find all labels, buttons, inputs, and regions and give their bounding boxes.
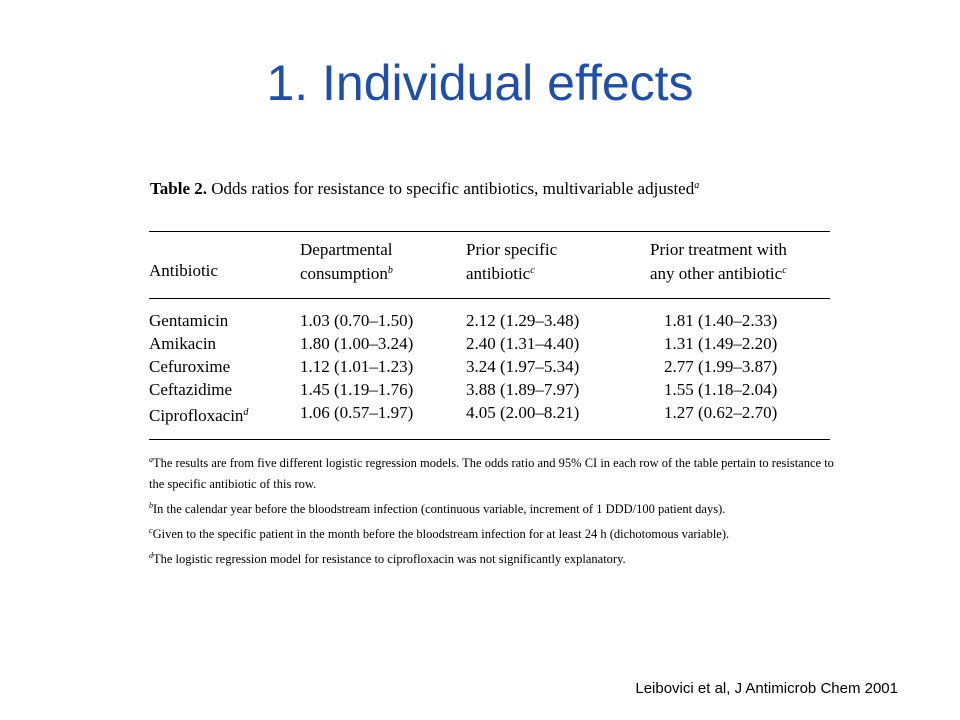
table-cell-prior-other: 2.77 (1.99–3.87) xyxy=(664,357,778,376)
table-cell-dept: 1.06 (0.57–1.97) xyxy=(300,403,414,422)
table-cell-prior-specific: 2.12 (1.29–3.48) xyxy=(466,311,580,330)
citation: Leibovici et al, J Antimicrob Chem 2001 xyxy=(635,680,898,697)
table-cell-dept: 1.03 (0.70–1.50) xyxy=(300,311,414,330)
column-header-mark: b xyxy=(387,265,393,276)
table-cell-prior-specific: 3.24 (1.97–5.34) xyxy=(466,357,580,376)
caption-footnote-mark: a xyxy=(694,180,700,191)
table-cell-prior-specific: 3.88 (1.89–7.97) xyxy=(466,380,580,399)
table-caption-text: Odds ratios for resistance to specific antibiotics, multivariable adjusted xyxy=(211,179,695,198)
footnote-mark: d xyxy=(149,551,153,560)
table-cell-prior-other: 1.31 (1.49–2.20) xyxy=(664,334,778,353)
table-cell-dept: 1.45 (1.19–1.76) xyxy=(300,380,414,399)
column-header-line: consumption xyxy=(300,264,388,283)
table-cell-prior-other: 1.81 (1.40–2.33) xyxy=(664,311,778,330)
column-header-line: antibiotic xyxy=(466,264,531,283)
footnote xyxy=(149,495,839,520)
column-header-line: Antibiotic xyxy=(149,261,218,280)
column-header-departmental xyxy=(300,239,393,284)
column-header-line: Departmental xyxy=(300,240,393,259)
table-cell-prior-other: 1.27 (0.62–2.70) xyxy=(664,403,778,422)
table-label: Table 2. xyxy=(150,179,208,198)
antibiotic-name: Ciprofloxacin xyxy=(149,406,244,425)
footnote xyxy=(149,520,839,545)
table-footnotes xyxy=(149,449,839,570)
footnote-mark: c xyxy=(149,526,153,535)
table-figure xyxy=(140,168,840,596)
table-cell-prior-specific: 2.40 (1.31–4.40) xyxy=(466,334,580,353)
table-top-rule xyxy=(149,231,830,232)
table-cell-dept: 1.12 (1.01–1.23) xyxy=(300,357,414,376)
footnote xyxy=(149,545,839,570)
table-cell-antibiotic: Cefuroxime xyxy=(149,357,231,376)
slide-title: 1. Individual effects xyxy=(266,55,694,111)
column-header-mark: c xyxy=(782,265,787,276)
column-header-line: Prior specific xyxy=(466,240,558,259)
footnote-text: Given to the specific patient in the month before the bloodstream infection for at least 24 h (dichotomous variable). xyxy=(152,527,730,541)
table-cell-antibiotic xyxy=(149,401,248,427)
column-header-mark: c xyxy=(530,265,535,276)
footnote-text: In the calendar year before the bloodstream infection (continuous variable, increment of 1 DDD/100 patient days). xyxy=(153,502,726,516)
column-header-prior-other xyxy=(650,239,787,284)
table-cell-prior-other: 1.55 (1.18–2.04) xyxy=(664,380,778,399)
table-bottom-rule xyxy=(149,439,830,440)
footnote-mark: a xyxy=(149,455,153,464)
footnote-text: The results are from five different logistic regression models. The odds ratio and 95% CI in each row of the table pertain to resistance to the specific antibiotic of this row. xyxy=(149,456,834,491)
column-header-antibiotic xyxy=(149,260,218,281)
column-header-line: any other antibiotic xyxy=(650,264,783,283)
footnote xyxy=(149,449,839,495)
table-cell-antibiotic: Gentamicin xyxy=(149,311,229,330)
table-cell-antibiotic: Ceftazidime xyxy=(149,380,233,399)
column-header-line: Prior treatment with xyxy=(650,240,787,259)
table-cell-dept: 1.80 (1.00–3.24) xyxy=(300,334,414,353)
table-caption xyxy=(150,179,699,199)
table-cell-prior-specific: 4.05 (2.00–8.21) xyxy=(466,403,580,422)
footnote-mark: b xyxy=(149,501,153,510)
column-header-prior-specific xyxy=(466,239,557,284)
footnote-text: The logistic regression model for resistance to ciprofloxacin was not significantly explanatory. xyxy=(153,552,626,566)
row-footnote-mark: d xyxy=(243,407,249,418)
table-cell-antibiotic: Amikacin xyxy=(149,334,217,353)
table-header-rule xyxy=(149,298,830,299)
